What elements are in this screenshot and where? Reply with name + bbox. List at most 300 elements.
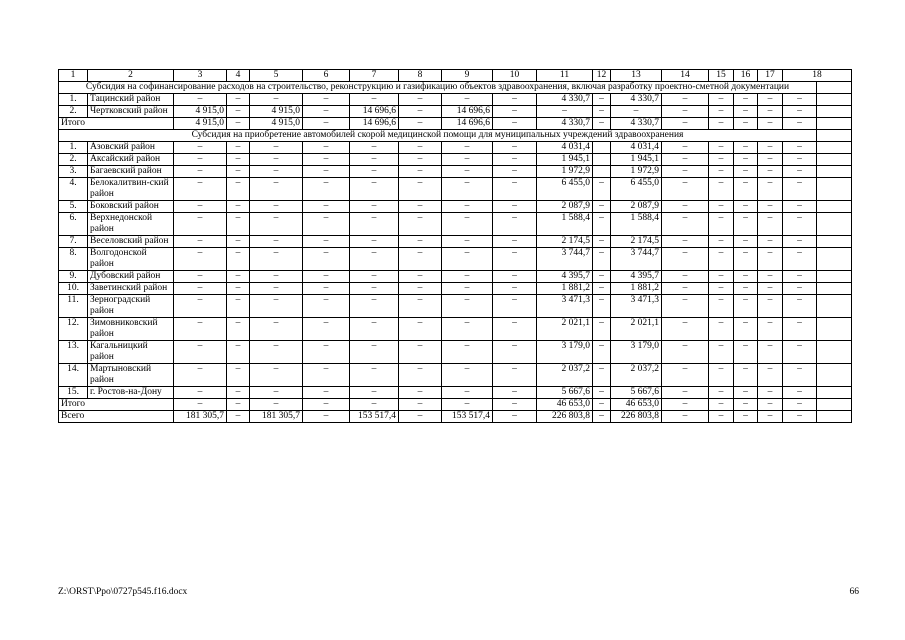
value-cell xyxy=(593,142,611,154)
value-cell: – xyxy=(493,118,537,130)
value-cell: 14 696,6 xyxy=(442,118,493,130)
value-cell: – xyxy=(442,178,493,201)
value-cell: – xyxy=(227,154,250,166)
value-cell: – xyxy=(174,364,227,387)
value-cell: – xyxy=(303,94,350,106)
value-cell: – xyxy=(709,178,734,201)
value-cell: 1 972,9 xyxy=(611,166,662,178)
value-cell: – xyxy=(662,94,709,106)
section-title-row xyxy=(59,130,852,142)
value-cell: – xyxy=(174,271,227,283)
value-cell: – xyxy=(227,118,250,130)
column-number-header: 2 xyxy=(88,70,174,82)
total-label: Итого xyxy=(59,399,174,411)
value-cell: 1 588,4 xyxy=(611,213,662,236)
value-cell: – xyxy=(662,106,709,118)
value-cell: – xyxy=(250,154,303,166)
value-cell: – xyxy=(227,318,250,341)
table-row xyxy=(59,213,852,236)
value-cell: – xyxy=(350,213,399,236)
value-cell: 2 174,5 xyxy=(537,236,593,248)
value-cell: – xyxy=(227,295,250,318)
value-cell: – xyxy=(758,201,783,213)
value-cell: – xyxy=(399,399,442,411)
value-cell: 3 179,0 xyxy=(537,341,593,364)
value-cell: – xyxy=(303,236,350,248)
value-cell: – xyxy=(662,295,709,318)
value-cell: – xyxy=(593,318,611,341)
value-cell: – xyxy=(399,154,442,166)
value-cell: – xyxy=(303,283,350,295)
value-cell: – xyxy=(758,364,783,387)
row-number: 10. xyxy=(59,283,88,295)
value-cell: 226 803,8 xyxy=(611,411,662,423)
value-cell: – xyxy=(174,178,227,201)
value-cell: – xyxy=(399,271,442,283)
value-cell: 2 087,9 xyxy=(611,201,662,213)
value-cell: 1 945,1 xyxy=(611,154,662,166)
value-cell: 46 653,0 xyxy=(537,399,593,411)
district-name: Зимовниковский район xyxy=(88,318,174,341)
value-cell: – xyxy=(250,236,303,248)
table-row xyxy=(59,271,852,283)
value-cell: – xyxy=(350,236,399,248)
value-cell: 14 696,6 xyxy=(442,106,493,118)
value-cell: 4 031,4 xyxy=(611,142,662,154)
value-cell: – xyxy=(399,213,442,236)
total-row xyxy=(59,118,852,130)
value-cell: – xyxy=(734,283,758,295)
district-name: Боковский район xyxy=(88,201,174,213)
value-cell: – xyxy=(758,318,783,341)
value-cell: – xyxy=(399,341,442,364)
table-row xyxy=(59,142,852,154)
value-cell: – xyxy=(593,364,611,387)
value-cell: – xyxy=(442,318,493,341)
value-cell: – xyxy=(593,399,611,411)
total-label: Всего xyxy=(59,411,174,423)
value-cell: – xyxy=(350,142,399,154)
section-title-row xyxy=(59,82,852,94)
table-row xyxy=(59,387,852,399)
row-number: 11. xyxy=(59,295,88,318)
value-cell: – xyxy=(758,295,783,318)
value-cell: – xyxy=(227,364,250,387)
value-cell: – xyxy=(593,236,611,248)
value-cell: 2 037,2 xyxy=(611,364,662,387)
value-cell: – xyxy=(709,201,734,213)
value-cell: – xyxy=(734,106,758,118)
value-cell: – xyxy=(174,236,227,248)
value-cell: – xyxy=(758,94,783,106)
table-row xyxy=(59,283,852,295)
section-title-tail xyxy=(817,82,852,94)
value-cell: – xyxy=(493,399,537,411)
extra-cell xyxy=(817,201,852,213)
table-row xyxy=(59,178,852,201)
value-cell xyxy=(593,154,611,166)
value-cell: – xyxy=(709,248,734,271)
value-cell: – xyxy=(303,411,350,423)
value-cell: – xyxy=(783,399,817,411)
value-cell: – xyxy=(350,248,399,271)
value-cell: – xyxy=(350,178,399,201)
value-cell: – xyxy=(783,271,817,283)
row-number: 15. xyxy=(59,387,88,399)
value-cell: – xyxy=(493,411,537,423)
value-cell: 4 915,0 xyxy=(250,118,303,130)
value-cell: – xyxy=(493,106,537,118)
district-name: Кагальницкий район xyxy=(88,341,174,364)
value-cell: – xyxy=(734,295,758,318)
value-cell: – xyxy=(350,154,399,166)
value-cell: – xyxy=(303,318,350,341)
value-cell: – xyxy=(758,341,783,364)
value-cell: – xyxy=(250,94,303,106)
value-cell: – xyxy=(303,118,350,130)
value-cell: – xyxy=(174,387,227,399)
value-cell: – xyxy=(399,166,442,178)
value-cell: – xyxy=(758,213,783,236)
district-name: Белокалитвин-ский район xyxy=(88,178,174,201)
row-number: 14. xyxy=(59,364,88,387)
value-cell: – xyxy=(174,283,227,295)
value-cell: – xyxy=(250,248,303,271)
value-cell: – xyxy=(399,318,442,341)
value-cell: – xyxy=(303,399,350,411)
value-cell: – xyxy=(493,364,537,387)
value-cell: – xyxy=(709,154,734,166)
value-cell: – xyxy=(442,271,493,283)
value-cell: – xyxy=(227,341,250,364)
value-cell: – xyxy=(734,178,758,201)
value-cell: – xyxy=(493,318,537,341)
value-cell: – xyxy=(227,271,250,283)
value-cell: – xyxy=(399,142,442,154)
column-number-header: 1 xyxy=(59,70,88,82)
value-cell: – xyxy=(350,271,399,283)
row-number: 13. xyxy=(59,341,88,364)
table-row xyxy=(59,318,852,341)
value-cell: – xyxy=(758,178,783,201)
column-number-header: 15 xyxy=(709,70,734,82)
value-cell: – xyxy=(303,154,350,166)
value-cell: – xyxy=(303,106,350,118)
value-cell: – xyxy=(734,399,758,411)
value-cell: – xyxy=(303,248,350,271)
extra-cell xyxy=(817,364,852,387)
value-cell: – xyxy=(709,318,734,341)
value-cell: – xyxy=(174,295,227,318)
column-number-header: 14 xyxy=(662,70,709,82)
value-cell: 1 881,2 xyxy=(611,283,662,295)
value-cell: – xyxy=(709,166,734,178)
value-cell: – xyxy=(493,94,537,106)
district-name: Зерноградский район xyxy=(88,295,174,318)
row-number: 9. xyxy=(59,271,88,283)
value-cell: – xyxy=(227,411,250,423)
value-cell: – xyxy=(303,213,350,236)
table-row xyxy=(59,341,852,364)
section-title: Субсидия на приобретение автомобилей скорой медицинской помощи для муниципальных учреждений здравоохранения xyxy=(59,130,817,142)
value-cell: – xyxy=(662,341,709,364)
value-cell: – xyxy=(709,118,734,130)
table-row xyxy=(59,166,852,178)
value-cell: – xyxy=(493,236,537,248)
value-cell: – xyxy=(758,142,783,154)
district-name: Дубовский район xyxy=(88,271,174,283)
value-cell: – xyxy=(250,166,303,178)
value-cell: 5 667,6 xyxy=(537,387,593,399)
district-name: Верхнедонской район xyxy=(88,213,174,236)
value-cell: – xyxy=(783,201,817,213)
row-number: 7. xyxy=(59,236,88,248)
value-cell: 4 915,0 xyxy=(174,106,227,118)
value-cell: 2 174,5 xyxy=(611,236,662,248)
value-cell: 153 517,4 xyxy=(350,411,399,423)
value-cell: – xyxy=(662,283,709,295)
value-cell: – xyxy=(593,271,611,283)
value-cell: – xyxy=(593,213,611,236)
value-cell: – xyxy=(783,248,817,271)
value-cell: – xyxy=(227,283,250,295)
value-cell: – xyxy=(442,399,493,411)
value-cell: – xyxy=(174,201,227,213)
value-cell: – xyxy=(709,364,734,387)
value-cell: – xyxy=(442,154,493,166)
value-cell: 4 031,4 xyxy=(537,142,593,154)
value-cell: – xyxy=(350,283,399,295)
value-cell: – xyxy=(250,399,303,411)
value-cell: – xyxy=(303,271,350,283)
value-cell: – xyxy=(227,142,250,154)
value-cell: – xyxy=(227,213,250,236)
value-cell: – xyxy=(593,341,611,364)
value-cell: – xyxy=(662,399,709,411)
value-cell: – xyxy=(350,318,399,341)
value-cell: – xyxy=(250,271,303,283)
row-number: 8. xyxy=(59,248,88,271)
column-number-header: 10 xyxy=(493,70,537,82)
value-cell: – xyxy=(709,283,734,295)
value-cell: 3 744,7 xyxy=(537,248,593,271)
value-cell: – xyxy=(593,201,611,213)
column-number-header: 16 xyxy=(734,70,758,82)
value-cell: – xyxy=(758,236,783,248)
value-cell: – xyxy=(593,248,611,271)
value-cell: 226 803,8 xyxy=(537,411,593,423)
value-cell: 1 945,1 xyxy=(537,154,593,166)
extra-cell xyxy=(817,94,852,106)
value-cell: – xyxy=(783,118,817,130)
value-cell: – xyxy=(227,201,250,213)
extra-cell xyxy=(817,106,852,118)
row-number: 12. xyxy=(59,318,88,341)
value-cell: – xyxy=(399,118,442,130)
subsidy-table xyxy=(58,69,852,423)
value-cell: – xyxy=(662,318,709,341)
value-cell: – xyxy=(250,341,303,364)
value-cell: – xyxy=(442,166,493,178)
column-number-header: 8 xyxy=(399,70,442,82)
row-number: 1. xyxy=(59,94,88,106)
value-cell: 153 517,4 xyxy=(442,411,493,423)
value-cell: – xyxy=(399,387,442,399)
table-row xyxy=(59,364,852,387)
value-cell: – xyxy=(250,178,303,201)
value-cell xyxy=(593,166,611,178)
value-cell: 4 330,7 xyxy=(537,94,593,106)
value-cell: – xyxy=(493,166,537,178)
value-cell: – xyxy=(442,201,493,213)
value-cell: – xyxy=(758,387,783,399)
extra-cell xyxy=(817,236,852,248)
row-number: 2. xyxy=(59,106,88,118)
value-cell: – xyxy=(783,236,817,248)
extra-cell xyxy=(817,295,852,318)
extra-cell xyxy=(817,271,852,283)
value-cell: – xyxy=(758,166,783,178)
value-cell: – xyxy=(758,399,783,411)
value-cell: – xyxy=(783,106,817,118)
table-row xyxy=(59,94,852,106)
value-cell: – xyxy=(174,341,227,364)
value-cell: – xyxy=(350,201,399,213)
value-cell: – xyxy=(442,387,493,399)
value-cell: – xyxy=(174,166,227,178)
value-cell: – xyxy=(662,236,709,248)
value-cell: – xyxy=(227,106,250,118)
value-cell: – xyxy=(227,236,250,248)
column-number-row xyxy=(59,70,852,82)
value-cell: – xyxy=(709,411,734,423)
value-cell: 1 588,4 xyxy=(537,213,593,236)
value-cell: – xyxy=(783,387,817,399)
extra-cell xyxy=(817,248,852,271)
row-number: 5. xyxy=(59,201,88,213)
value-cell: – xyxy=(593,387,611,399)
value-cell: 46 653,0 xyxy=(611,399,662,411)
district-name: Чертковский район xyxy=(88,106,174,118)
value-cell: – xyxy=(227,399,250,411)
value-cell: – xyxy=(399,236,442,248)
value-cell: 1 972,9 xyxy=(537,166,593,178)
value-cell: – xyxy=(758,283,783,295)
value-cell: 4 330,7 xyxy=(611,118,662,130)
value-cell: – xyxy=(174,248,227,271)
value-cell: – xyxy=(442,94,493,106)
value-cell: – xyxy=(442,283,493,295)
value-cell: – xyxy=(303,341,350,364)
value-cell: – xyxy=(662,364,709,387)
value-cell: – xyxy=(442,236,493,248)
value-cell: – xyxy=(442,142,493,154)
value-cell: – xyxy=(662,142,709,154)
value-cell: – xyxy=(303,201,350,213)
value-cell: 4 330,7 xyxy=(537,118,593,130)
value-cell: 2 037,2 xyxy=(537,364,593,387)
value-cell: – xyxy=(783,213,817,236)
value-cell: – xyxy=(758,271,783,283)
value-cell: 3 744,7 xyxy=(611,248,662,271)
row-number: 6. xyxy=(59,213,88,236)
value-cell: – xyxy=(250,283,303,295)
extra-cell xyxy=(817,118,852,130)
district-name: Волгодонской район xyxy=(88,248,174,271)
value-cell: – xyxy=(350,341,399,364)
value-cell: 3 471,3 xyxy=(611,295,662,318)
value-cell: – xyxy=(662,201,709,213)
column-number-header: 17 xyxy=(758,70,783,82)
value-cell: – xyxy=(493,283,537,295)
value-cell: – xyxy=(783,411,817,423)
value-cell: – xyxy=(174,318,227,341)
value-cell: – xyxy=(709,142,734,154)
district-name: Мартыновский район xyxy=(88,364,174,387)
value-cell: – xyxy=(493,295,537,318)
value-cell: 14 696,6 xyxy=(350,118,399,130)
extra-cell xyxy=(817,341,852,364)
value-cell: – xyxy=(250,213,303,236)
value-cell: 3 179,0 xyxy=(611,341,662,364)
extra-cell xyxy=(817,213,852,236)
value-cell: – xyxy=(399,178,442,201)
value-cell: – xyxy=(709,271,734,283)
value-cell: – xyxy=(350,387,399,399)
value-cell: 6 455,0 xyxy=(537,178,593,201)
value-cell: – xyxy=(537,106,593,118)
value-cell: – xyxy=(399,106,442,118)
value-cell: 2 021,1 xyxy=(537,318,593,341)
district-name: Заветинский район xyxy=(88,283,174,295)
value-cell: – xyxy=(783,295,817,318)
value-cell: – xyxy=(227,387,250,399)
value-cell: – xyxy=(227,94,250,106)
column-number-header: 18 xyxy=(783,70,852,82)
district-name: Азовский район xyxy=(88,142,174,154)
value-cell: – xyxy=(442,248,493,271)
value-cell: – xyxy=(174,142,227,154)
extra-cell xyxy=(817,283,852,295)
column-number-header: 4 xyxy=(227,70,250,82)
value-cell: – xyxy=(758,118,783,130)
value-cell: 2 021,1 xyxy=(611,318,662,341)
row-number: 2. xyxy=(59,154,88,166)
extra-cell xyxy=(817,142,852,154)
column-number-header: 5 xyxy=(250,70,303,82)
district-name: Аксайский район xyxy=(88,154,174,166)
value-cell: – xyxy=(783,283,817,295)
value-cell: 181 305,7 xyxy=(174,411,227,423)
value-cell: – xyxy=(303,295,350,318)
value-cell: – xyxy=(399,411,442,423)
value-cell: – xyxy=(709,399,734,411)
value-cell: 5 667,6 xyxy=(611,387,662,399)
table-row xyxy=(59,106,852,118)
value-cell: – xyxy=(227,166,250,178)
value-cell: – xyxy=(493,142,537,154)
value-cell: – xyxy=(250,318,303,341)
value-cell: – xyxy=(350,166,399,178)
total-label: Итого xyxy=(59,118,174,130)
district-name: г. Ростов-на-Дону xyxy=(88,387,174,399)
value-cell: – xyxy=(734,213,758,236)
value-cell: 4 395,7 xyxy=(611,271,662,283)
value-cell: – xyxy=(593,106,611,118)
extra-cell xyxy=(817,178,852,201)
value-cell: – xyxy=(783,178,817,201)
value-cell: 6 455,0 xyxy=(611,178,662,201)
